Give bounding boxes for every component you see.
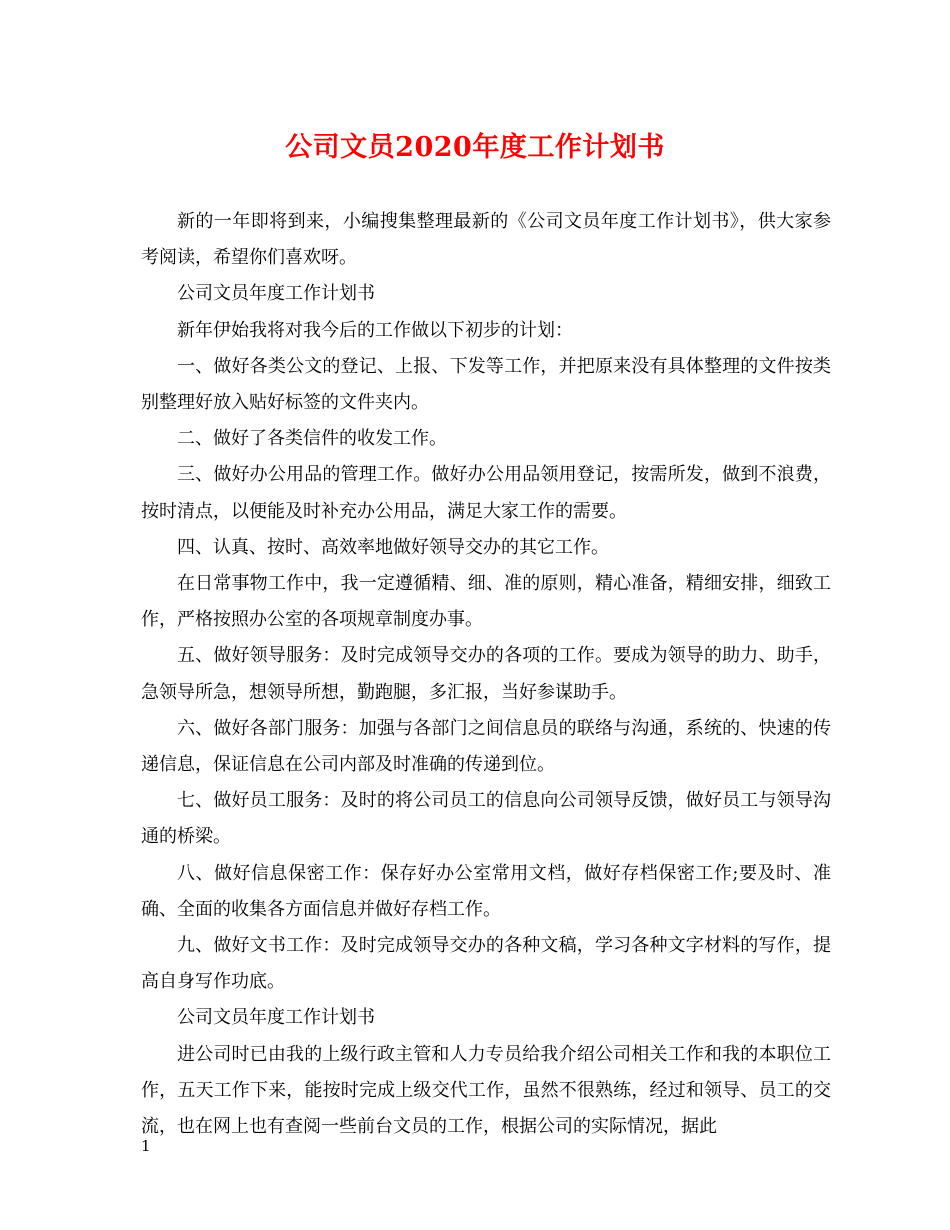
paragraph: 公司文员年度工作计划书	[177, 1007, 375, 1029]
paragraph: 二、做好了各类信件的收发工作。	[177, 428, 447, 450]
paragraph: 七、做好员工服务：及时的将公司员工的信息向公司领导反馈，做好员工与领导沟通的桥梁。	[141, 790, 831, 848]
paragraph: 进公司时已由我的上级行政主管和人力专员给我介绍公司相关工作和我的本职位工作，五天工作下来，能按时完成上级交代工作，虽然不很熟练，经过和领导、员工的交流，也在网上也有查阅一些前台文员的工作，根据公司的实际情况，据此	[141, 1043, 831, 1138]
document-title: 公司文员2020年度工作计划书	[285, 132, 665, 163]
paragraph: 八、做好信息保密工作：保存好办公室常用文档，做好存档保密工作;要及时、准确、全面的收集各方面信息并做好存档工作。	[141, 862, 831, 920]
paragraph: 新的一年即将到来，小编搜集整理最新的《公司文员年度工作计划书》，供大家参考阅读，希望你们喜欢呀。	[141, 211, 831, 269]
paragraph: 九、做好文书工作：及时完成领导交办的各种文稿，学习各种文字材料的写作，提高自身写作功底。	[141, 935, 831, 993]
paragraph: 三、做好办公用品的管理工作。做好办公用品领用登记，按需所发，做到不浪费，按时清点，以便能及时补充办公用品，满足大家工作的需要。	[141, 464, 831, 522]
paragraph: 五、做好领导服务：及时完成领导交办的各项的工作。要成为领导的助力、助手，急领导所急，想领导所想，勤跑腿，多汇报，当好参谋助手。	[141, 645, 831, 703]
paragraph: 新年伊始我将对我今后的工作做以下初步的计划：	[177, 319, 573, 341]
paragraph: 六、做好各部门服务：加强与各部门之间信息员的联络与沟通，系统的、快速的传递信息，保证信息在公司内部及时准确的传递到位。	[141, 717, 831, 776]
paragraph: 在日常事物工作中，我一定遵循精、细、准的原则，精心准备，精细安排，细致工作，严格按照办公室的各项规章制度办事。	[141, 573, 831, 631]
paragraph: 一、做好各类公文的登记、上报、下发等工作，并把原来没有具体整理的文件按类别整理好放入贴好标签的文件夹内。	[141, 355, 831, 414]
paragraph: 四、认真、按时、高效率地做好领导交办的其它工作。	[177, 536, 609, 558]
document-body	[141, 204, 831, 1145]
page-number: 1	[141, 1137, 151, 1155]
paragraph: 公司文员年度工作计划书	[177, 283, 375, 305]
